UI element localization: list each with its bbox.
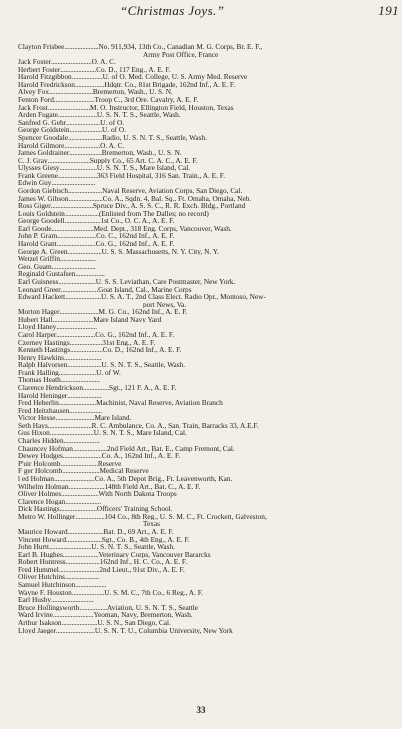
roster-entry [18, 536, 396, 544]
entry-name: George Goodell [18, 217, 65, 225]
roster-entry [18, 195, 396, 203]
entry-name: Sanfred G. Gehr [18, 118, 67, 127]
dot-leader: .................... [70, 346, 103, 354]
entry-service-continued: port News, Va. [143, 300, 187, 309]
entry-service: 31st Eng., A. E. F. [102, 338, 156, 347]
entry-service: Co. G., 162nd Inf., A. E. F. [95, 330, 175, 339]
roster-entry [18, 604, 396, 612]
entry-name: Clayton Frisbee [18, 43, 65, 51]
entry-name: Wilhelm Holman [18, 482, 69, 491]
entry-name: Leonard Greer [18, 285, 61, 294]
dot-leader: ...................... [61, 618, 98, 627]
entry-name: Fenton Ford [18, 96, 54, 104]
entry-name: Robert Huntress [18, 558, 66, 566]
entry-service: Sgt., 121 F. A., A. E. F. [109, 384, 177, 392]
entry-name: Earl Husby [18, 596, 52, 604]
entry-name: Harold Gilmore [18, 141, 65, 150]
roster-entry [18, 210, 396, 218]
entry-service: O. A. C. [100, 141, 125, 150]
dot-leader: ...................... [65, 497, 101, 506]
entry-name: Samuel Hutchinson [18, 581, 76, 589]
roster-entry [18, 475, 396, 483]
entry-name: Victor Hesse [18, 414, 56, 422]
entry-name: Gus Hixon [18, 429, 50, 438]
entry-name: Czerney Hastings [18, 338, 70, 347]
entry-name: Henry Hawkins [18, 353, 65, 362]
entry-service: Naval Reserve, Aviation Corps, San Diego, Cal. [102, 186, 243, 195]
roster-entry [18, 422, 396, 430]
roster-entry [18, 445, 396, 453]
entry-service: Radio, U. S. N. T. S., Seattle, Wash. [102, 133, 207, 142]
dot-leader: ................. [79, 603, 108, 612]
roster-entry [18, 467, 396, 475]
entry-name: Harold Fitzgibbon [18, 73, 72, 81]
dot-leader: ...................... [60, 255, 96, 263]
roster-entry [18, 157, 396, 165]
entry-name: Frank Halling [18, 368, 59, 377]
entry-service: 148th Field Art., Bat. C., A. E. F. [104, 482, 201, 491]
dot-leader: .......................... [51, 224, 94, 233]
entry-name: Clarence Hogan [18, 497, 66, 506]
entry-name: Lloyd Haney [18, 323, 57, 331]
entry-service: Co. A., 162nd Inf., A. E. F. [101, 452, 181, 460]
entry-name: Herbert Foster [18, 65, 61, 74]
roster-entry [18, 528, 396, 536]
entry-service: Yeoman, Navy, Bremerton, Wash. [93, 611, 193, 619]
entry-service: U. S. N. T. U., Columbia University, New York [94, 626, 233, 635]
dot-leader: ......................... [53, 96, 95, 104]
entry-service: Veterinary Corps, Vancouver Bararcks [98, 550, 211, 559]
dot-leader: ...................... [64, 217, 101, 225]
entry-name: Oliver Hutchins [18, 573, 65, 582]
dot-leader: ................ [83, 384, 110, 392]
entry-name: Ulysses Giesy [18, 164, 60, 172]
roster-entry [18, 187, 396, 195]
entry-service: U. S. N. T. S., Mare Island, Cal. [96, 164, 191, 172]
entry-name: Thomas Heath [18, 376, 61, 385]
entry-name: Earl B. Hughes [18, 550, 63, 559]
roster-entry [18, 392, 396, 400]
dot-leader: .................. [75, 512, 105, 521]
roster-entry [18, 490, 396, 498]
entry-name: Wetzel Griffin [18, 255, 61, 263]
entry-service: U. S. A. T., 2nd Class Elect. Radio Opr., Montoso, New- [100, 293, 266, 301]
entry-name: Maurice Howard [18, 528, 68, 536]
roster-entry [18, 316, 396, 324]
dot-leader: ......................... [52, 315, 94, 324]
roster-entry [18, 339, 396, 347]
entry-name: Fred Heberlin [18, 399, 59, 407]
dot-leader: .................... [69, 338, 103, 347]
roster-entry [18, 354, 396, 362]
entry-service: Reserve [97, 459, 122, 468]
entry-name: Bruce Hollingsworth [18, 603, 80, 612]
entry-service: Machinist, Naval Reserve, Aviation Branch [96, 399, 223, 407]
entry-name: Ralph Halvorsen [18, 361, 68, 369]
entry-name: George Goldstein [18, 126, 70, 134]
entry-name: Morton Hager [18, 308, 60, 316]
roster-entry [18, 627, 396, 635]
entry-name: Ross Giger [18, 202, 51, 210]
entry-name: Clarence Hendrickson [18, 384, 84, 392]
dot-leader: ........................... [49, 429, 94, 438]
entry-service: Co. D., 117 Eng., A. E. F. [96, 65, 171, 74]
entry-name: George A. Green [18, 247, 68, 256]
page-number: 33 [196, 705, 206, 715]
roster-entry [18, 513, 396, 521]
roster-entry [18, 573, 396, 581]
roster-entry [18, 248, 396, 256]
entry-service: U. S. S. Leviathan, Care Postmaster, New York. [95, 277, 236, 286]
dot-leader: ...................... [60, 65, 97, 74]
dot-leader: ........................... [49, 88, 93, 97]
entry-name: Charles Hidden [18, 437, 64, 445]
roster-entry [18, 270, 396, 278]
roster-entry [18, 551, 396, 559]
roster-entry [18, 596, 396, 604]
entry-name: Harold Heninger [18, 391, 68, 400]
entry-service: 2nd Lieut., 91st Div., A. E. F. [99, 565, 185, 574]
dot-leader: ........................ [60, 376, 100, 385]
entry-service: Bat. D., 69 Art., A. E. F. [103, 528, 174, 536]
entry-name: Edward Hackett [18, 293, 66, 301]
entry-service: With North Dakota Troops [98, 490, 177, 498]
page-header [0, 3, 402, 19]
dot-leader: ....................... [59, 505, 97, 513]
dot-leader: ..................... [67, 247, 102, 256]
roster-entry [18, 452, 396, 460]
entry-name: Louis Goldstein [18, 209, 65, 218]
roster-entry [18, 369, 396, 377]
entry-service: 104 Co., 8th Reg., U. S. M. C., Ft. Crockett, Galveston, [104, 512, 267, 521]
dot-leader: ..................... [67, 391, 102, 400]
dot-leader: ...................... [63, 437, 100, 445]
entry-name: James Goldrainer [18, 149, 70, 157]
dot-leader: ....................... [58, 277, 96, 286]
roster-entry [18, 225, 396, 233]
dot-leader: ........................ [59, 308, 99, 316]
roster-entry [18, 73, 396, 81]
dot-leader: .......................... [50, 202, 93, 210]
dot-leader: ....................... [60, 285, 99, 294]
roster-entry [18, 179, 396, 187]
entry-service: Co. C., 162nd Inf., A. E. F. [96, 232, 175, 241]
dot-leader: ........................... [47, 421, 92, 430]
entry-name: Wayne F. Houston [18, 588, 72, 597]
dot-leader: ......................... [51, 58, 92, 66]
roster-entry [18, 505, 396, 513]
entry-service: (Enlisted from The Dalles; no record) [98, 209, 209, 218]
dot-leader: ..................... [68, 133, 103, 142]
dot-leader: ......................... [56, 323, 97, 331]
entry-name: Arden Fugate [18, 111, 58, 119]
entry-name: Harold Fredrickson [18, 80, 75, 89]
dot-leader: .................... [69, 149, 102, 157]
roster-entry [18, 483, 396, 491]
entry-service: Goat Island, Cal., Marine Corps [98, 285, 192, 294]
dot-leader: ...................... [62, 550, 99, 559]
entry-service: M. G. Co., 162nd Inf., A. E. F. [98, 308, 188, 316]
entry-service: 2nd Field Art., Bat. E., Camp Fremont, Cal. [107, 444, 235, 453]
entry-name: Ward Irvine [18, 611, 53, 619]
roster-entry [18, 66, 396, 74]
roster-list [18, 43, 396, 634]
dot-leader: ....................... [58, 399, 97, 407]
roster-entry [18, 217, 396, 225]
entry-name: Gordon Giebisch [18, 186, 69, 195]
entry-service: Medical Reserve [99, 467, 149, 475]
entry-service: U. S. S. Massachusetts, N. Y. City, N. Y. [101, 247, 219, 256]
roster-entry [18, 286, 396, 294]
roster-entry [18, 255, 396, 263]
roster-entry [18, 437, 396, 445]
entry-service: R. C. Ambulance, Co. A., San. Train, Barracks 33, A.E.F. [91, 421, 259, 430]
dot-leader: ......................... [54, 474, 95, 483]
entry-service: Co. D., 162nd Inf., A. E. F. [102, 346, 182, 354]
dot-leader: ...................... [64, 141, 101, 150]
roster-entry [18, 498, 396, 506]
dot-leader: ......................... [58, 565, 100, 574]
entry-name: Kenneth Hastings [18, 346, 71, 354]
roster-entry [18, 134, 396, 142]
running-title: “Christmas Joys.” [120, 3, 225, 18]
entry-name: F ger Holcomb [18, 467, 63, 475]
roster-entry [18, 202, 396, 210]
roster-entry [18, 361, 396, 369]
entry-service: Spruce Div., A. S. S. C., R. R. Exch. Bldg., Portland [92, 202, 246, 210]
entry-name: Arthur Isakson [18, 618, 62, 627]
dot-leader: ..................... [68, 186, 103, 195]
entry-name: Earl Guisness [18, 277, 59, 286]
dot-leader: ....................... [61, 490, 99, 498]
entry-service: 363 Field Hospital, 316 San. Train., A. E. F. [96, 171, 226, 180]
entry-service: U. S. N. T. S., Seattle, Wash. [91, 543, 175, 551]
dot-leader: ........................ [62, 452, 102, 460]
entry-name: Hubert Hall [18, 315, 53, 324]
entry-service: U. S. N., San Diego, Cal. [97, 618, 171, 627]
roster-entry [18, 278, 396, 286]
entry-name: Earl Goode [18, 224, 52, 233]
roster-entry [18, 384, 396, 392]
entry-name: Edwin Guy [18, 179, 52, 187]
dot-leader: ....................... [60, 459, 98, 468]
entry-service: O. A. C. [91, 58, 116, 66]
roster-entry [18, 111, 396, 119]
roster-entry [18, 119, 396, 127]
roster-entry [18, 589, 396, 597]
dot-leader: ........................ [55, 414, 95, 422]
entry-name: Alvey Fox [18, 88, 50, 97]
entry-name: Jack Foster [18, 58, 52, 66]
entry-service-continued: Army Post Office, France [143, 50, 219, 59]
entry-service: 162nd Inf., H. C. Co., A. E. F. [99, 558, 188, 566]
dot-leader: ..................... [66, 118, 101, 127]
entry-service: Med. Dept., 318 Eng. Corps, Vancouver, Wash. [93, 224, 232, 233]
entry-name: Frank Greene [18, 171, 58, 180]
dot-leader: ..................... [65, 558, 100, 566]
roster-entry [18, 126, 396, 134]
entry-service-continued: Texas [143, 520, 160, 528]
roster-entry [18, 460, 396, 468]
entry-service: U. of O. [102, 126, 126, 134]
entry-name: Seth Hays [18, 421, 48, 430]
dot-leader: ...................... [67, 528, 104, 536]
roster-entry [18, 619, 396, 627]
dot-leader: ........................ [57, 111, 97, 119]
dot-leader: ....................... [64, 353, 102, 362]
entry-service: Co. A., 5th Depot Brig., Ft. Leavenworth, Kan. [94, 474, 233, 483]
entry-name: Carol Harper [18, 330, 57, 339]
entry-name: Vincent Howard [18, 535, 66, 544]
entry-service: Hdqtr. Co., 81st Brigade, 162nd Inf., A. E. F. [104, 80, 236, 89]
dot-leader: .......................... [47, 156, 90, 165]
entry-name: Metro W. Hollinger [18, 512, 76, 521]
dot-leader: ........................... [51, 179, 96, 187]
roster-entry [18, 399, 396, 407]
entry-service: Bremerton, Wash., U. S. N. [92, 88, 173, 97]
dot-leader: ......................... [52, 611, 94, 619]
entry-name: Fred Hummel [18, 565, 59, 574]
entry-service: Mare Island Navy Yard [93, 315, 162, 324]
entry-service: Officers' Training School. [96, 505, 173, 513]
dot-leader: ........................ [56, 240, 96, 248]
roster-entry [18, 81, 396, 89]
entry-name: James W. Gibson [18, 194, 69, 203]
entry-name: Fred Heitzhausen [18, 406, 70, 415]
dot-leader: .................. [75, 270, 105, 278]
roster-entry [18, 43, 396, 51]
dot-leader: ....................... [62, 467, 100, 475]
entry-service: M. O. Instructor, Ellington Field, Houston, Texas [90, 103, 234, 112]
entry-service: 1st Co., O. C. A., A. E. F. [100, 217, 175, 225]
dot-leader: ....................... [59, 164, 97, 172]
entry-name: Harold Grant [18, 240, 57, 248]
entry-name: Dewey Hodges [18, 452, 63, 460]
roster-entry [18, 172, 396, 180]
entry-service: U. S. M. C., 7th Co., 6 Reg., A. F. [104, 588, 204, 597]
entry-service: Supply Co., 65 Art. C. A. C., A. E. F. [89, 156, 198, 165]
roster-entry [18, 88, 396, 96]
entry-name: Dick Hastings [18, 505, 60, 513]
roster-entry [18, 611, 396, 619]
dot-leader: ........................ [55, 626, 95, 635]
dot-leader: ..................... [72, 444, 108, 453]
dot-leader: ........................... [51, 262, 96, 271]
running-year: 191 [378, 3, 399, 18]
entry-service: Sgt., Co. B., 4th Eng., A. E. F. [101, 535, 190, 544]
entry-service: U. S. N. T. S., Seattle, Wash. [96, 111, 181, 119]
dot-leader: ................... [75, 581, 107, 589]
entry-name: John P. Gram [18, 232, 58, 241]
dot-leader: ..................... [64, 43, 99, 51]
roster-entry [18, 558, 396, 566]
entry-name: C. J. Gray [18, 156, 48, 165]
roster-entry [18, 149, 396, 157]
roster-entry [18, 331, 396, 339]
roster-entry [18, 232, 396, 240]
dot-leader: ..................... [67, 361, 102, 369]
entry-service: U. of O. Med. College, U. S. Army Med. Reserve [102, 73, 248, 81]
dot-leader: ..................... [64, 573, 99, 582]
roster-entry [18, 566, 396, 574]
roster-entry [18, 581, 396, 589]
roster-entry [18, 407, 396, 415]
entry-name: Reginald Gustafsen [18, 270, 76, 278]
entry-name: Geo. Guam [18, 262, 52, 271]
entry-name: Lloyd Jaeger [18, 626, 56, 635]
entry-name: Chauncey Hofman [18, 444, 73, 453]
dot-leader: ........................ [57, 171, 97, 180]
entry-service: Troop C., 3rd Ore. Cavalry, A. E. F. [94, 96, 199, 104]
entry-name: Jack Frost [18, 103, 48, 112]
roster-entry [18, 543, 396, 551]
entry-service: U. S. N. T. S., Seattle, Wash. [101, 361, 186, 369]
dot-leader: .................... [69, 126, 103, 134]
roster-entry [18, 142, 396, 150]
roster-entry [18, 414, 396, 422]
dot-leader: ................... [71, 73, 103, 81]
roster-entry [18, 429, 396, 437]
entry-service: U. S. N. T. S., Mare Island, Cal. [93, 429, 187, 438]
roster-entry [18, 323, 396, 331]
entry-service: Co. A., Sqdn. 4, Bal. Sq., Ft. Omaha, Omaha, Neb. [102, 194, 252, 203]
entry-service: U. of O. [100, 118, 125, 127]
dot-leader: .................... [69, 406, 102, 415]
dot-leader: ..................... [64, 209, 99, 218]
entry-service: Mare Island. [94, 414, 132, 422]
roster-entry [18, 376, 396, 384]
entry-name: Oliver Holmes [18, 490, 62, 498]
dot-leader: ........................ [56, 330, 96, 339]
dot-leader: .......................... [49, 543, 92, 551]
entry-name: Spencer Goodale [18, 133, 69, 142]
dot-leader: .......................... [47, 103, 91, 112]
roster-entry [18, 104, 396, 112]
dot-leader: .......................... [51, 596, 94, 604]
dot-leader: .................. [74, 80, 105, 89]
entry-service: U. of W. [96, 368, 121, 377]
roster-entry [18, 58, 396, 66]
dot-leader: .................... [71, 588, 105, 597]
roster-entry [18, 164, 396, 172]
roster-entry [18, 346, 396, 354]
entry-name: John Hurtt [18, 543, 50, 551]
roster-entry [18, 96, 396, 104]
entry-name: l ed Holman [18, 474, 55, 483]
entry-name: P'uir Holcomb [18, 459, 61, 468]
entry-service: Bremerton, Wash., U. S. N. [101, 149, 182, 157]
dot-leader: ....................... [58, 368, 97, 377]
entry-service: No. 911,934, 13th Co., Canadian M. G. Corps, Br. E. F., [98, 43, 263, 51]
roster-entry [18, 308, 396, 316]
dot-leader: ...................... [65, 293, 101, 301]
dot-leader: ........................ [57, 232, 97, 241]
dot-leader: ...................... [68, 482, 105, 491]
dot-leader: ..................... [68, 194, 103, 203]
roster-entry [18, 263, 396, 271]
roster-entry [18, 240, 396, 248]
roster-entry [18, 293, 396, 301]
entry-service: Aviation, U. S. N. T. S., Seattle [107, 603, 199, 612]
entry-service: Co. G., 162nd Inf., A. E. F. [95, 240, 175, 248]
dot-leader: ...................... [66, 535, 102, 544]
